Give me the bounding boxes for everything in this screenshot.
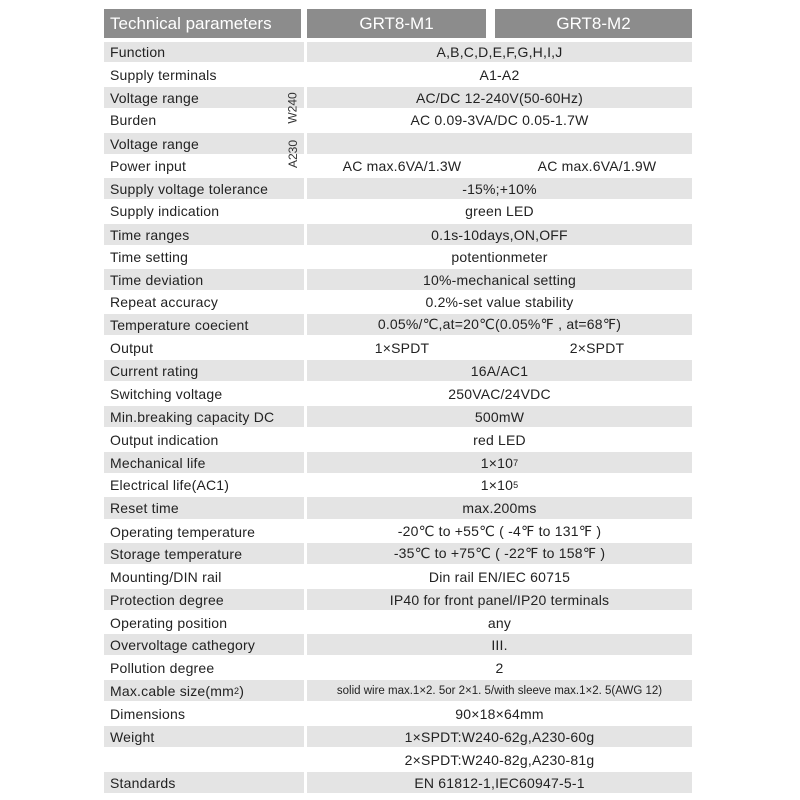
row-label: Dimensions xyxy=(110,705,186,722)
row-value xyxy=(307,133,692,154)
row-weight xyxy=(104,726,692,747)
row-supply-voltage-tolerance xyxy=(104,178,692,199)
row-label: Electrical life(AC1) xyxy=(110,476,230,493)
row-value: -15%;+10% xyxy=(307,178,692,199)
row-max-cable-size xyxy=(104,680,692,701)
row-value: solid wire max.1×2. 5or 2×1. 5/with sleeve max.1×2. 5(AWG 12) xyxy=(307,680,692,701)
row-label: Time setting xyxy=(110,249,189,265)
row-label: Reset time xyxy=(104,497,304,519)
row-label: Function xyxy=(104,42,304,62)
row-value: 0.2%-set value stability xyxy=(425,294,574,310)
row-voltage-range-w240 xyxy=(104,87,692,108)
row-value: potentionmeter xyxy=(451,249,548,265)
row-standards xyxy=(104,772,692,793)
row-output-indication xyxy=(104,429,692,450)
header-model-grt8-m1: GRT8-M1 xyxy=(307,9,486,38)
row-power-input xyxy=(104,156,692,176)
row-value: 500mW xyxy=(307,406,692,427)
row-value: IP40 for front panel/IP20 terminals xyxy=(307,589,692,610)
value-base: 1×10 xyxy=(480,476,514,493)
row-label: Supply voltage tolerance xyxy=(104,178,304,199)
row-label: Operating position xyxy=(110,614,228,631)
row-label: Voltage range xyxy=(104,133,304,154)
row-value: III. xyxy=(307,634,692,655)
row-value-2: 2×SPDT:W240-82g,A230-81g xyxy=(404,751,595,768)
row-value-1: 1×SPDT:W240-62g,A230-60g xyxy=(307,726,692,747)
row-value: AC 0.09-3VA/DC 0.05-1.7W xyxy=(410,112,589,128)
row-label: Pollution degree xyxy=(110,659,215,676)
row-value: 0.05%/℃,at=20℃(0.05%℉ , at=68℉) xyxy=(307,314,692,335)
row-weight-continued xyxy=(104,749,692,770)
row-pollution-degree xyxy=(104,657,692,678)
row-operating-temperature xyxy=(104,521,692,542)
row-value: EN 61812-1,IEC60947-5-1 xyxy=(307,772,692,793)
row-label: Protection degree xyxy=(104,589,304,610)
row-value-m2: 2×SPDT xyxy=(569,340,625,356)
row-value: -20℃ to +55℃ ( -4℉ to 131℉ ) xyxy=(397,523,602,539)
row-label: Output xyxy=(110,340,154,356)
row-label: Current rating xyxy=(104,360,304,381)
row-value: 16A/AC1 xyxy=(307,360,692,381)
row-value: 90×18×64mm xyxy=(455,705,544,722)
row-value: any xyxy=(487,614,512,631)
row-label: Time deviation xyxy=(104,269,304,290)
row-value: A,B,C,D,E,F,G,H,I,J xyxy=(307,42,692,62)
row-protection-degree xyxy=(104,589,692,610)
row-operating-position xyxy=(104,612,692,633)
row-supply-indication xyxy=(104,201,692,221)
row-reset-time xyxy=(104,497,692,519)
row-label: Burden xyxy=(110,112,157,128)
row-value: A1-A2 xyxy=(479,66,520,83)
row-label: Weight xyxy=(104,726,304,747)
label-base: Max.cable size(mm xyxy=(110,682,234,699)
row-label: Overvoltage cathegory xyxy=(104,634,304,655)
side-label-a230: A230 xyxy=(286,139,300,169)
row-label: Mechanical life xyxy=(104,452,304,473)
row-value: 10%-mechanical setting xyxy=(307,269,692,290)
row-time-deviation xyxy=(104,269,692,290)
row-burden xyxy=(104,110,692,130)
row-label: Power input xyxy=(110,158,187,174)
row-function xyxy=(104,42,692,62)
row-label: Operating temperature xyxy=(110,523,256,540)
row-value-m2: AC max.6VA/1.9W xyxy=(537,158,657,174)
row-time-ranges xyxy=(104,224,692,245)
row-temperature-coecient xyxy=(104,314,692,335)
row-label: Mounting/DIN rail xyxy=(110,568,222,585)
row-min-breaking-capacity xyxy=(104,406,692,427)
row-label: Standards xyxy=(104,772,304,793)
value-base: 1×10 xyxy=(480,454,514,471)
row-label: Voltage range xyxy=(104,87,304,108)
row-value: 2 xyxy=(495,659,504,676)
row-value: 250VAC/24VDC xyxy=(448,386,551,402)
header-title: Technical parameters xyxy=(104,9,301,38)
header-model-grt8-m2: GRT8-M2 xyxy=(495,9,692,38)
row-label: Output indication xyxy=(110,431,219,448)
row-label: Storage temperature xyxy=(104,543,304,564)
row-time-setting xyxy=(104,247,692,267)
row-switching-voltage xyxy=(104,384,692,404)
row-mechanical-life xyxy=(104,452,692,473)
row-overvoltage-cathegory xyxy=(104,634,692,655)
row-value: 1×10 7 xyxy=(307,452,692,473)
row-value: 1×10 5 xyxy=(480,476,519,493)
row-label: Supply terminals xyxy=(110,66,217,83)
row-supply-terminals xyxy=(104,64,692,85)
label-end: ) xyxy=(239,682,245,699)
row-label: Min.breaking capacity DC xyxy=(104,406,304,427)
row-label: Time ranges xyxy=(104,224,304,245)
row-repeat-accuracy xyxy=(104,292,692,312)
row-value: 0.1s-10days,ON,OFF xyxy=(307,224,692,245)
row-value-m1: AC max.6VA/1.3W xyxy=(342,158,462,174)
row-value-m1: 1×SPDT xyxy=(374,340,430,356)
row-dimensions xyxy=(104,703,692,724)
row-value: Din rail EN/IEC 60715 xyxy=(428,568,571,585)
row-voltage-range-a230 xyxy=(104,133,692,154)
row-value: green LED xyxy=(465,203,534,219)
row-value: red LED xyxy=(473,431,526,448)
row-mounting-din-rail xyxy=(104,566,692,587)
row-value: -35℃ to +75℃ ( -22℉ to 158℉ ) xyxy=(307,543,692,564)
row-value: AC/DC 12-240V(50-60Hz) xyxy=(307,87,692,108)
row-output xyxy=(104,338,692,358)
side-label-w240: W240 xyxy=(286,92,301,124)
row-storage-temperature xyxy=(104,543,692,564)
row-label: Supply indication xyxy=(110,203,220,219)
row-value: max.200ms xyxy=(307,497,692,519)
row-electrical-life xyxy=(104,474,692,495)
row-label: Max.cable size(mm 2 ) xyxy=(104,680,304,701)
row-label: Temperature coecient xyxy=(104,314,304,335)
row-label: Repeat accuracy xyxy=(110,294,219,310)
row-current-rating xyxy=(104,360,692,381)
row-label: Switching voltage xyxy=(110,386,223,402)
